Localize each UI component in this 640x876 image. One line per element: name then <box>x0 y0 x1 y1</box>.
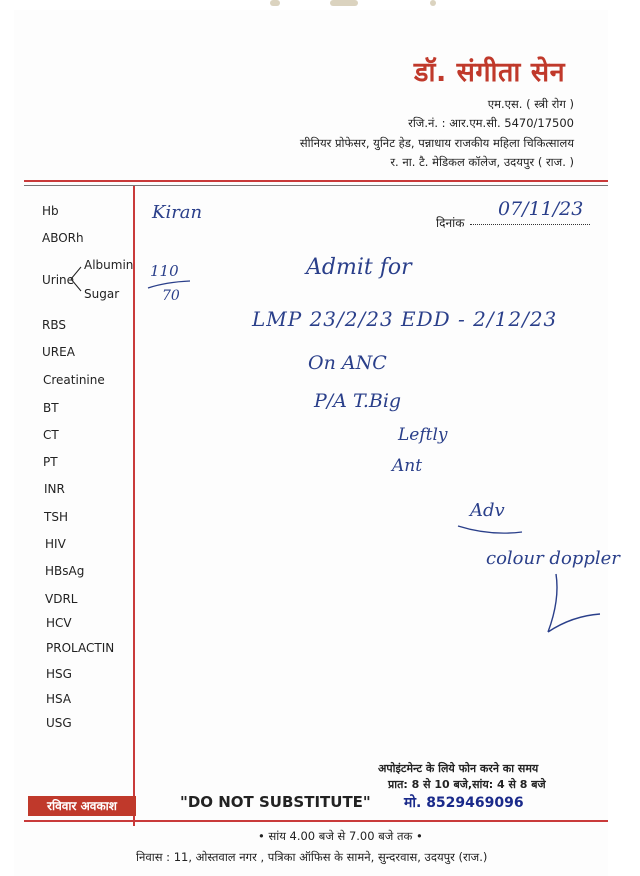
test-urine: Urine <box>42 273 75 287</box>
header-divider-thin <box>24 185 608 186</box>
test-prolactin: PROLACTIN <box>46 641 115 655</box>
note-line-3: On ANC <box>308 352 387 374</box>
note-line-8: colour doppler <box>486 548 620 569</box>
doctor-name: डॉ. संगीता सेन <box>414 57 566 88</box>
test-hsg: HSG <box>46 667 72 681</box>
test-hb: Hb <box>42 204 59 218</box>
note-line-4: P/A T.Big <box>314 390 402 412</box>
date-label: दिनांक <box>436 216 465 230</box>
note-line-6: Ant <box>392 456 423 476</box>
clinic-timing: • सांय 4.00 बजे से 7.00 बजे तक • <box>258 829 423 843</box>
test-usg: USG <box>46 716 72 730</box>
bp-diastolic: 70 <box>162 288 180 304</box>
note-line-5: Leftly <box>398 425 448 445</box>
test-bt: BT <box>43 401 59 415</box>
test-sugar: Sugar <box>84 287 120 301</box>
test-tsh: TSH <box>44 510 68 524</box>
test-hbsag: HBsAg <box>45 564 85 578</box>
test-pt: PT <box>43 455 58 469</box>
test-hcv: HCV <box>46 616 72 630</box>
designation: सीनियर प्रोफेसर, युनिट हेड, पन्नाधाय राजकीय महिला चिकित्सालय <box>299 136 574 150</box>
scan-smudge <box>270 0 280 6</box>
doctor-degree: एम.एस. ( स्त्री रोग ) <box>487 97 574 111</box>
test-inr: INR <box>44 482 65 496</box>
header-divider <box>24 180 608 182</box>
note-line-2: LMP 23/2/23 EDD - 2/12/23 <box>252 307 558 331</box>
test-hsa: HSA <box>46 692 72 706</box>
bp-systolic: 110 <box>150 262 179 280</box>
date-value: 07/11/23 <box>498 198 584 220</box>
do-not-substitute: "DO NOT SUBSTITUTE" <box>180 793 371 811</box>
test-urea: UREA <box>42 345 75 359</box>
date-dotted-line <box>470 224 590 225</box>
test-albumin: Albumin <box>84 258 134 272</box>
test-hiv: HIV <box>45 537 66 551</box>
sunday-holiday-badge: रविवार अवकाश <box>28 796 136 816</box>
scan-smudge <box>430 0 436 6</box>
test-aborh: ABORh <box>42 231 84 245</box>
note-underline <box>456 522 526 538</box>
test-rbs: RBS <box>42 318 66 332</box>
test-ct: CT <box>43 428 59 442</box>
test-vdrl: VDRL <box>45 592 78 606</box>
footer-divider <box>24 820 608 822</box>
scan-smudge <box>330 0 358 6</box>
doctor-signature <box>536 570 606 640</box>
patient-name: Kiran <box>152 202 203 223</box>
tests-column-divider <box>133 186 135 826</box>
note-line-7: Adv <box>470 500 505 521</box>
note-line-1: Admit for <box>306 255 412 280</box>
residence-address: निवास : 11, ओस्तवाल नगर , पत्रिका ऑफिस के सामने, सुन्दरवास, उदयपुर (राज.) <box>136 850 488 864</box>
appointment-timing: प्रात: 8 से 10 बजे,सांय: 4 से 8 बजे <box>388 778 546 791</box>
college-name: र. ना. टै. मेडिकल कॉलेज, उदयपुर ( राज. ) <box>390 155 574 169</box>
registration-number: रजि.नं. : आर.एम.सी. 5470/17500 <box>408 116 574 130</box>
test-creatinine: Creatinine <box>43 373 105 387</box>
mobile-number: मो. 8529469096 <box>404 795 524 811</box>
urine-bracket-icon <box>70 265 82 293</box>
appointment-heading: अपोइंटमेन्ट के लिये फोन करने का समय <box>378 762 539 775</box>
